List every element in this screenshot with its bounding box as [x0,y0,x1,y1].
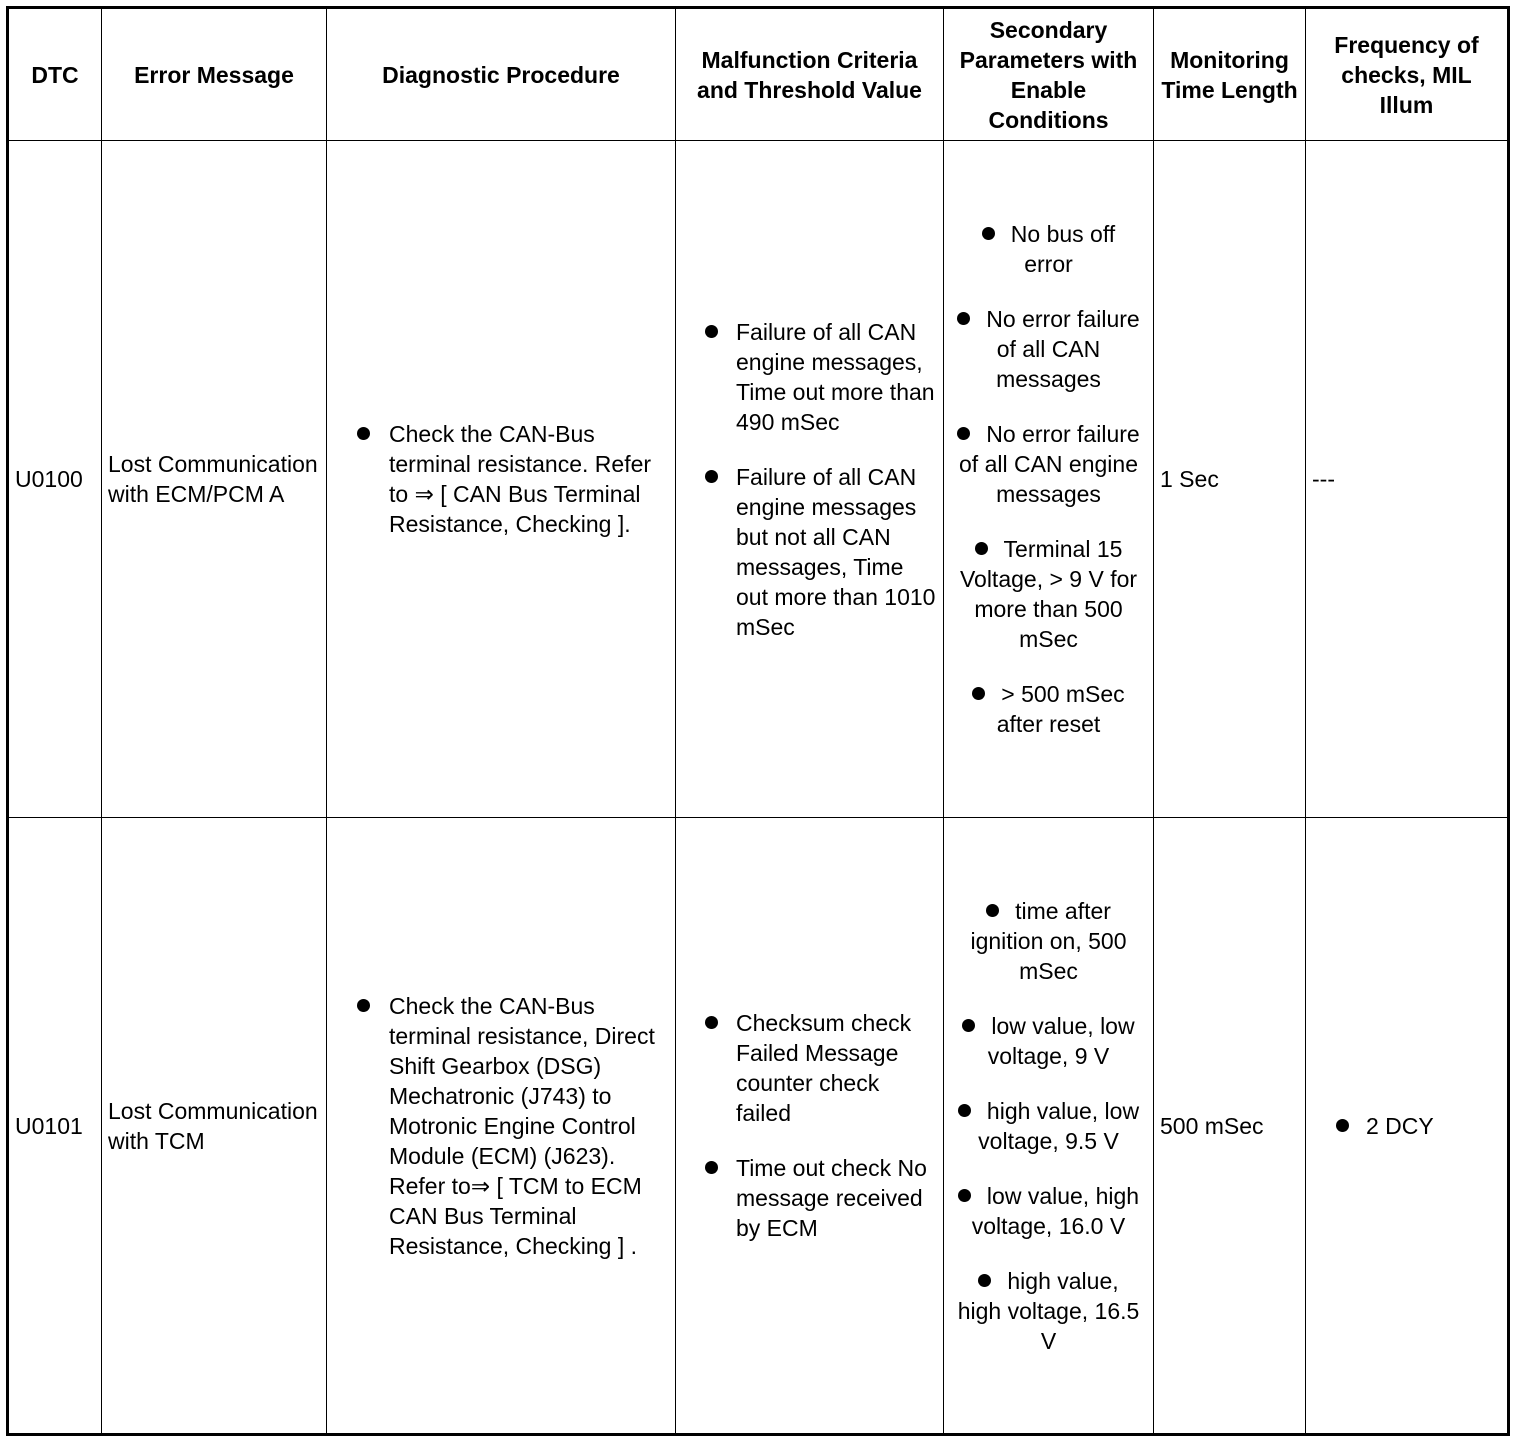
bullet-icon [975,542,988,555]
list-item: low value, low voltage, 9 V [950,1011,1147,1071]
secondary-parameters [944,141,1154,818]
list-item: No error failure of all CAN engine messages [959,421,1140,507]
list-item: Checksum check Failed Message counter check failed [682,1008,937,1128]
bullet-icon [972,687,985,700]
list-item: Terminal 15 Voltage, > 9 V for more than 500 mSec [959,536,1138,652]
list-item: low value, high voltage, 16.0 V [950,1181,1147,1241]
error-message: Lost Communication with TCM [102,818,327,1435]
malfunction-criteria [676,141,944,818]
frequency [1306,818,1509,1435]
bullet-icon [357,427,370,440]
table-row [8,141,1509,818]
malfunction-criteria [676,818,944,1435]
diagnostic-procedure [327,818,676,1435]
header-row [8,8,1509,141]
bullet-icon [986,904,999,917]
list-item: Failure of all CAN engine messages, Time out more than 490 mSec [682,317,937,437]
list-item: Check the CAN-Bus terminal resistance, Direct Shift Gearbox (DSG) Mechatronic (J743) to Motronic Engine Control Module (ECM) (J623). Refer to⇒ [ TCM to ECM CAN Bus Terminal Resistance, Checking ] . [333,991,669,1261]
list-item: Check the CAN-Bus terminal resistance. Refer to ⇒ [ CAN Bus Terminal Resistance, Checking ]. [333,419,669,539]
list-item: high value, high voltage, 16.5 V [957,1267,1140,1354]
header-error-message: Error Message [102,8,327,141]
header-malfunction-criteria: Malfunction Criteria and Threshold Value [676,8,944,141]
list-item: Time out check No message received by ECM [682,1153,937,1243]
bullet-icon [982,227,995,240]
bullet-icon [958,1189,971,1202]
bullet-icon [957,427,970,440]
header-diagnostic-procedure: Diagnostic Procedure [327,8,676,141]
header-dtc: DTC [8,8,102,141]
bullet-icon [705,470,718,483]
list-item: No error failure of all CAN messages [950,304,1147,394]
monitoring-time: 1 Sec [1154,141,1306,818]
header-monitoring-time: Monitoring Time Length [1154,8,1306,141]
bullet-icon [705,1016,718,1029]
bullet-icon [1336,1119,1349,1132]
list-item: high value, low voltage, 9.5 V [950,1096,1147,1156]
bullet-icon [978,1274,991,1287]
dtc-code: U0100 [8,141,102,818]
diagnostic-procedure [327,141,676,818]
dtc-table [6,6,1510,1436]
frequency: --- [1306,141,1509,818]
bullet-icon [958,1104,971,1117]
header-frequency: Frequency of checks, MIL Illum [1306,8,1509,141]
bullet-icon [957,312,970,325]
monitoring-time: 500 mSec [1154,818,1306,1435]
list-item: Failure of all CAN engine messages but not all CAN messages, Time out more than 1010 mSec [682,462,937,642]
list-item: No bus off error [950,219,1147,279]
header-secondary-parameters: Secondary Parameters with Enable Conditions [944,8,1154,141]
bullet-icon [357,999,370,1012]
error-message: Lost Communication with ECM/PCM A [102,141,327,818]
list-item: 2 DCY [1312,1111,1501,1141]
secondary-parameters [944,818,1154,1435]
bullet-icon [705,325,718,338]
table-row [8,818,1509,1435]
bullet-icon [962,1019,975,1032]
list-item: time after ignition on, 500 mSec [970,897,1127,984]
dtc-code: U0101 [8,818,102,1435]
bullet-icon [705,1161,718,1174]
list-item: > 500 mSec after reset [950,679,1147,739]
